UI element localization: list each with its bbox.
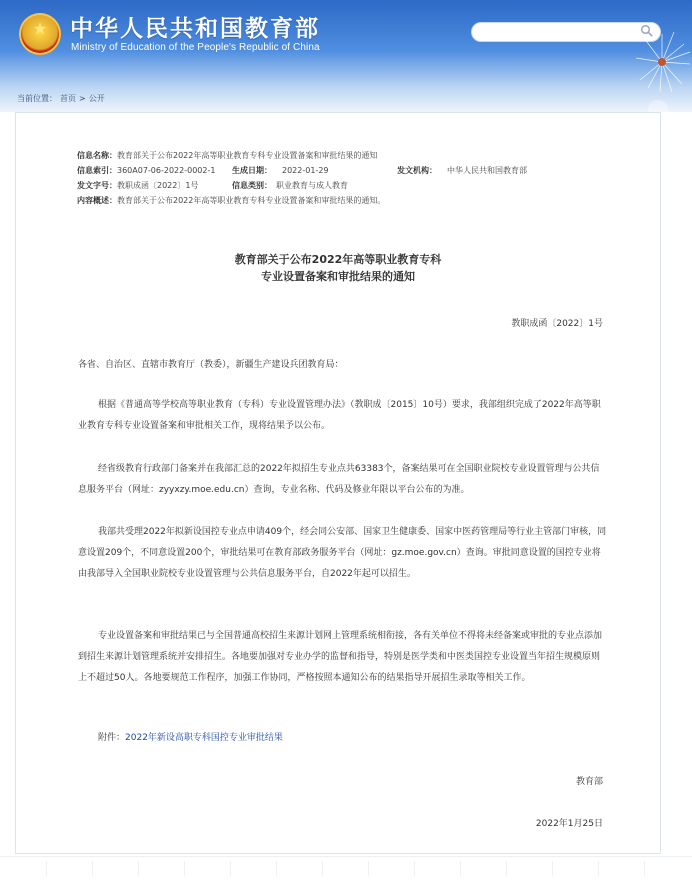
breadcrumb-prefix: 当前位置： <box>17 94 57 103</box>
doc-number-label: 发文字号： <box>77 181 117 190</box>
signature: 教育部 <box>575 777 603 787</box>
paragraph-3: 我部共受理2022年拟新设国控专业点申请409个，经会同公安部、国家卫生健康委、国家中医药管理局等行业主管部门审核，同意设置209个，不同意设置200个，审批结果可在教育部政务服务平台（网址：gz.moe.gov.cn）查询。审批同意设置的国控专业将由我部导入全国职业院校专业设置管理与公共信息服务平台，自2022年起可以招生。 <box>78 527 607 579</box>
info-meta-table <box>77 148 527 208</box>
site-subtitle: Ministry of Education of the People's Republic of China <box>71 42 320 53</box>
document-number: 教职成函〔2022〕1号 <box>511 319 603 329</box>
info-index-value: 360A07-06-2022-0002-1 <box>117 166 216 175</box>
attachment-label: 附件： <box>98 733 126 743</box>
info-category-label: 信息类别： <box>232 181 272 190</box>
site-title[interactable]: 中华人民共和国教育部 <box>70 16 320 42</box>
info-name-label: 信息名称： <box>77 151 117 160</box>
breadcrumb-separator: > <box>79 94 86 103</box>
attachment-line <box>78 728 608 749</box>
issuing-org-value: 中华人民共和国教育部 <box>447 166 527 175</box>
content-summary-value: 教育部关于公布2022年高等职业教育专科专业设置备案和审批结果的通知。 <box>117 196 386 205</box>
document-title-line1: 教育部关于公布2022年高等职业教育专科 <box>234 253 442 266</box>
salutation: 各省、自治区、直辖市教育厅（教委），新疆生产建设兵团教育局： <box>78 360 344 370</box>
signature-date: 2022年1月25日 <box>535 819 603 829</box>
article-card <box>15 112 661 854</box>
attachment-link[interactable]: 2022年新设高职专科国控专业审批结果 <box>125 733 283 743</box>
site-header <box>0 0 692 112</box>
document-title <box>16 251 660 285</box>
issuing-org-label: 发文机构： <box>397 166 437 175</box>
paragraph-4: 专业设置备案和审批结果已与全国普通高校招生来源计划网上管理系统相衔接，各有关单位不得将未经备案或审批的专业点添加到招生来源计划管理系统并安排招生。各地要加强对专业办学的监督和指导，特别是医学类和中医类国控专业设置当年招生规模原则上不超过50人。各地要规范工作程序，加强工作协同，严格按照本通知公布的结果指导开展招生录取等相关工作。 <box>78 631 603 683</box>
content-summary-label: 内容概述： <box>77 196 117 205</box>
national-emblem-icon: ★ <box>19 13 61 55</box>
generate-date-label: 生成日期： <box>232 166 272 175</box>
dandelion-decoration-icon <box>612 22 692 112</box>
breadcrumb <box>17 93 108 104</box>
doc-number-value: 教职成函〔2022〕1号 <box>117 181 199 190</box>
info-index-label: 信息索引： <box>77 166 117 175</box>
paragraph-1: 根据《普通高等学校高等职业教育（专科）专业设置管理办法》（教职成〔2015〕10号）要求，我部组织完成了2022年高等职业教育专科专业设置备案和审批相关工作，现将结果予以公布。 <box>78 400 601 431</box>
footer-strip <box>0 856 692 880</box>
breadcrumb-current-link[interactable]: 公开 <box>88 94 105 103</box>
info-name-value: 教育部关于公布2022年高等职业教育专科专业设置备案和审批结果的通知 <box>117 151 378 160</box>
generate-date-value: 2022-01-29 <box>282 166 329 175</box>
paragraph-2: 经省级教育行政部门备案并在我部汇总的2022年拟招生专业点共63383个，备案结果可在全国职业院校专业设置管理与公共信息服务平台（网址：zyyxzy.moe.edu.cn）查询，专业名称、代码及修业年限以平台公布的为准。 <box>78 464 600 495</box>
info-category-value: 职业教育与成人教育 <box>276 181 348 190</box>
breadcrumb-home-link[interactable]: 首页 <box>60 94 76 103</box>
document-title-line2: 专业设置备案和审批结果的通知 <box>261 270 415 283</box>
